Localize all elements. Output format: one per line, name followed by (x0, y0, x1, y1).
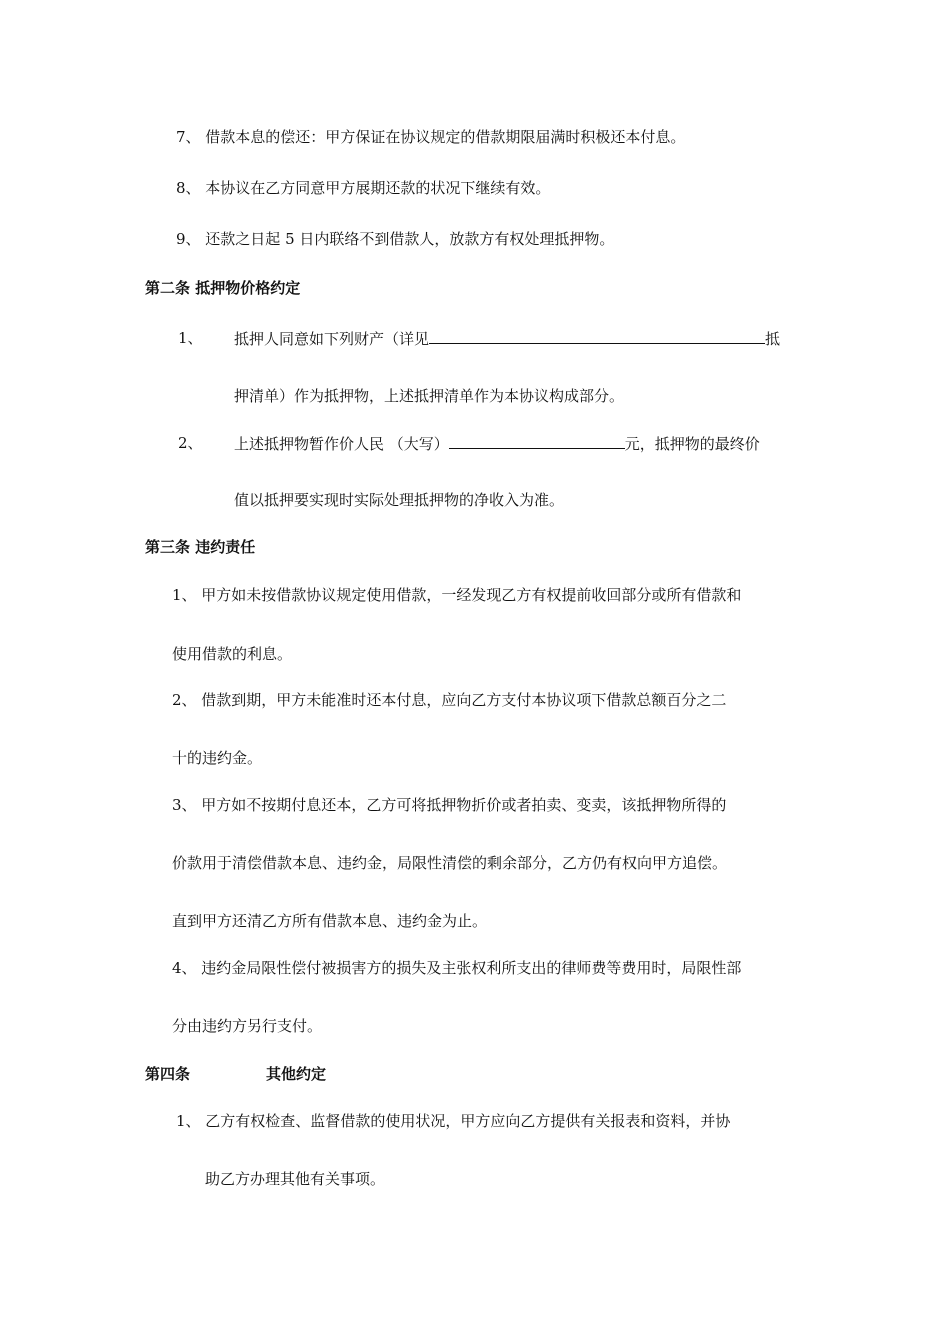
article-3-item-3-line-3: 直到甲方还清乙方所有借款本息、违约金为止。 (172, 912, 488, 930)
article-4-item-1-line-2: 助乙方办理其他有关事项。 (205, 1170, 386, 1188)
article-3-heading: 第三条 违约责任 (145, 538, 256, 556)
article-4-item-1-line-1: 1、 乙方有权检查、监督借款的使用状况，甲方应向乙方提供有关报表和资料，并协 (176, 1112, 731, 1130)
article-3-item-3-line-1: 3、 甲方如不按期付息还本，乙方可将抵押物折价或者拍卖、变卖，该抵押物所得的 (172, 796, 727, 814)
article-2-item-2-tail: 元，抵押物的最终价 (624, 435, 760, 453)
article-2-item-1-text: 抵押人同意如下列财产（详见 (234, 330, 430, 348)
article-3-item-2-line-2: 十的违约金。 (172, 749, 263, 767)
article-3-item-1-line-1: 1、 甲方如未按借款协议规定使用借款，一经发现乙方有权提前收回部分或所有借款和 (172, 586, 742, 604)
article-2-item-1-line-2: 押清单）作为抵押物，上述抵押清单作为本协议构成部分。 (234, 387, 625, 405)
article-3-item-4-line-1: 4、 违约金局限性偿付被损害方的损失及主张权利所支出的律师费等费用时，局限性部 (172, 959, 742, 977)
collateral-list-blank[interactable] (429, 328, 765, 344)
article-2-item-1-number: 1、 (178, 329, 203, 347)
valuation-amount-blank[interactable] (449, 433, 625, 449)
article-2-heading: 第二条 抵押物价格约定 (145, 279, 301, 297)
article-2-item-1-tail: 抵 (765, 330, 781, 348)
clause-9: 9、 还款之日起 5 日内联络不到借款人，放款方有权处理抵押物。 (176, 230, 615, 248)
article-2-item-1-line-1 (234, 328, 780, 349)
clause-7: 7、 借款本息的偿还：甲方保证在协议规定的借款期限届满时积极还本付息。 (176, 128, 686, 146)
article-4-heading-title: 其他约定 (266, 1065, 327, 1083)
article-3-item-3-line-2: 价款用于清偿借款本息、违约金，局限性清偿的剩余部分，乙方仍有权向甲方追偿。 (172, 854, 728, 872)
article-2-item-2-line-1 (234, 433, 760, 454)
article-2-item-2-number: 2、 (178, 434, 203, 452)
article-3-item-4-line-2: 分由违约方另行支付。 (172, 1017, 323, 1035)
article-2-item-2-line-2: 值以抵押要实现时实际处理抵押物的净收入为准。 (234, 491, 565, 509)
article-2-item-2-text: 上述抵押物暂作价人民 （大写） (234, 435, 449, 453)
article-3-item-1-line-2: 使用借款的利息。 (172, 645, 293, 663)
article-4-heading-label: 第四条 (145, 1065, 191, 1083)
article-3-item-2-line-1: 2、 借款到期，甲方未能准时还本付息，应向乙方支付本协议项下借款总额百分之二 (172, 691, 727, 709)
clause-8: 8、 本协议在乙方同意甲方展期还款的状况下继续有效。 (176, 179, 551, 197)
